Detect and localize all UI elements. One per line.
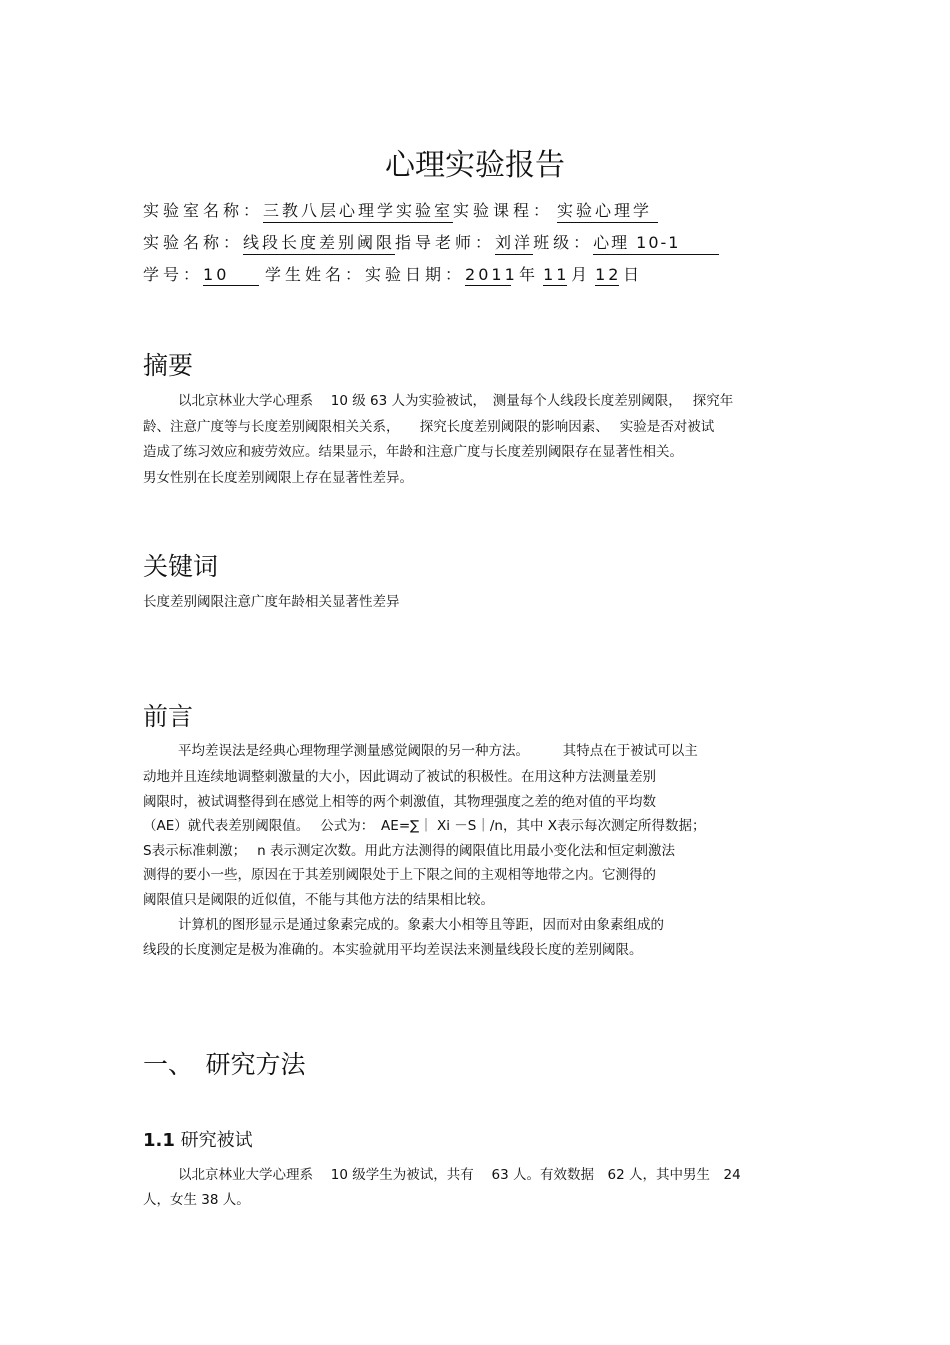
abstract-line: 造成了练习效应和疲劳效应。结果显示，年龄和注意广度与长度差别阈限存在显著性相关。 xyxy=(143,444,683,460)
date-year: 2011 xyxy=(465,265,518,284)
subsection-title: 研究被试 xyxy=(180,1130,253,1151)
teacher-value: 刘洋 xyxy=(495,230,533,255)
date-day: 12 xyxy=(595,265,622,284)
preface-line: 阈限时，被试调整得到在感觉上相等的两个刺激值，其物理强度之差的绝对值的平均数 xyxy=(143,794,656,810)
teacher-label: 指导老师： xyxy=(395,233,496,252)
student-id-label: 学号： xyxy=(143,265,204,284)
preface-line: 阈限值只是阈限的近似值，不能与其他方法的结果相比较。 xyxy=(143,892,494,908)
course-label: 实验课程： xyxy=(453,201,554,220)
course-value: 实验心理学 xyxy=(557,198,658,223)
date-month-unit: 月 xyxy=(571,265,592,284)
info-line-experiment xyxy=(143,230,719,255)
date-month: 11 xyxy=(543,265,570,284)
abstract-line: 男女性别在长度差别阈限上存在显著性差异。 xyxy=(143,470,413,486)
lab-value: 三教八层心理学实验室 xyxy=(263,198,453,223)
method-line: 人，女生 38 人。 xyxy=(143,1192,250,1208)
preface-line: 测得的要小一些，原因在于其差别阈限处于上下限之间的主观相等地带之内。它测得的 xyxy=(143,867,656,883)
experiment-label: 实验名称： xyxy=(143,233,244,252)
keywords-heading: 关键词 xyxy=(143,552,219,581)
lab-label: 实验室名称： xyxy=(143,201,264,220)
method-line: 以北京林业大学心理系 10 级学生为被试，共有 63 人。有效数据 62 人，其中男生 24 xyxy=(178,1167,741,1183)
subsection-number: 1.1 xyxy=(143,1130,175,1151)
student-id-value: 10 xyxy=(203,265,259,286)
preface-line: 线段的长度测定是极为准确的。本实验就用平均差误法来测量线段长度的差别阈限。 xyxy=(143,942,643,958)
section-heading-method: 一、 研究方法 xyxy=(143,1050,306,1079)
experiment-value: 线段长度差别阈限 xyxy=(243,230,395,255)
subsection-heading xyxy=(143,1126,253,1152)
keywords-text: 长度差别阈限注意广度年龄相关显著性差异 xyxy=(143,594,400,610)
preface-line: （AE）就代表差别阈限值。 公式为： AE=∑｜ Xi －S｜/n，其中 X表示每次测定所得数据； xyxy=(143,818,706,834)
class-value: 心理 10-1 xyxy=(593,230,719,255)
preface-heading: 前言 xyxy=(143,702,194,731)
date-day-unit: 日 xyxy=(623,265,644,284)
abstract-line: 以北京林业大学心理系 10 级 63 人为实验被试， 测量每个人线段长度差别阈限， 探究年 xyxy=(178,393,734,409)
preface-line: S表示标准刺激； n 表示测定次数。用此方法测得的阈限值比用最小变化法和恒定刺激法 xyxy=(143,843,675,859)
info-line-student xyxy=(143,262,643,286)
class-label: 班级： xyxy=(533,233,594,252)
preface-line: 计算机的图形显示是通过象素完成的。象素大小相等且等距，因而对由象素组成的 xyxy=(178,917,664,933)
abstract-line: 龄、注意广度等与长度差别阈限相关关系， 探究长度差别阈限的影响因素、 实验是否对被试 xyxy=(143,419,715,435)
abstract-heading: 摘要 xyxy=(143,351,194,380)
info-line-lab xyxy=(143,198,658,223)
report-title: 心理实验报告 xyxy=(385,148,565,183)
preface-line: 平均差误法是经典心理物理学测量感觉阈限的另一种方法。 其特点在于被试可以主 xyxy=(178,743,698,759)
date-year-unit: 年 xyxy=(519,265,540,284)
student-name-label: 学生姓名： xyxy=(265,265,366,284)
date-label: 实验日期： xyxy=(365,265,466,284)
preface-line: 动地并且连续地调整刺激量的大小，因此调动了被试的积极性。在用这种方法测量差别 xyxy=(143,769,656,785)
